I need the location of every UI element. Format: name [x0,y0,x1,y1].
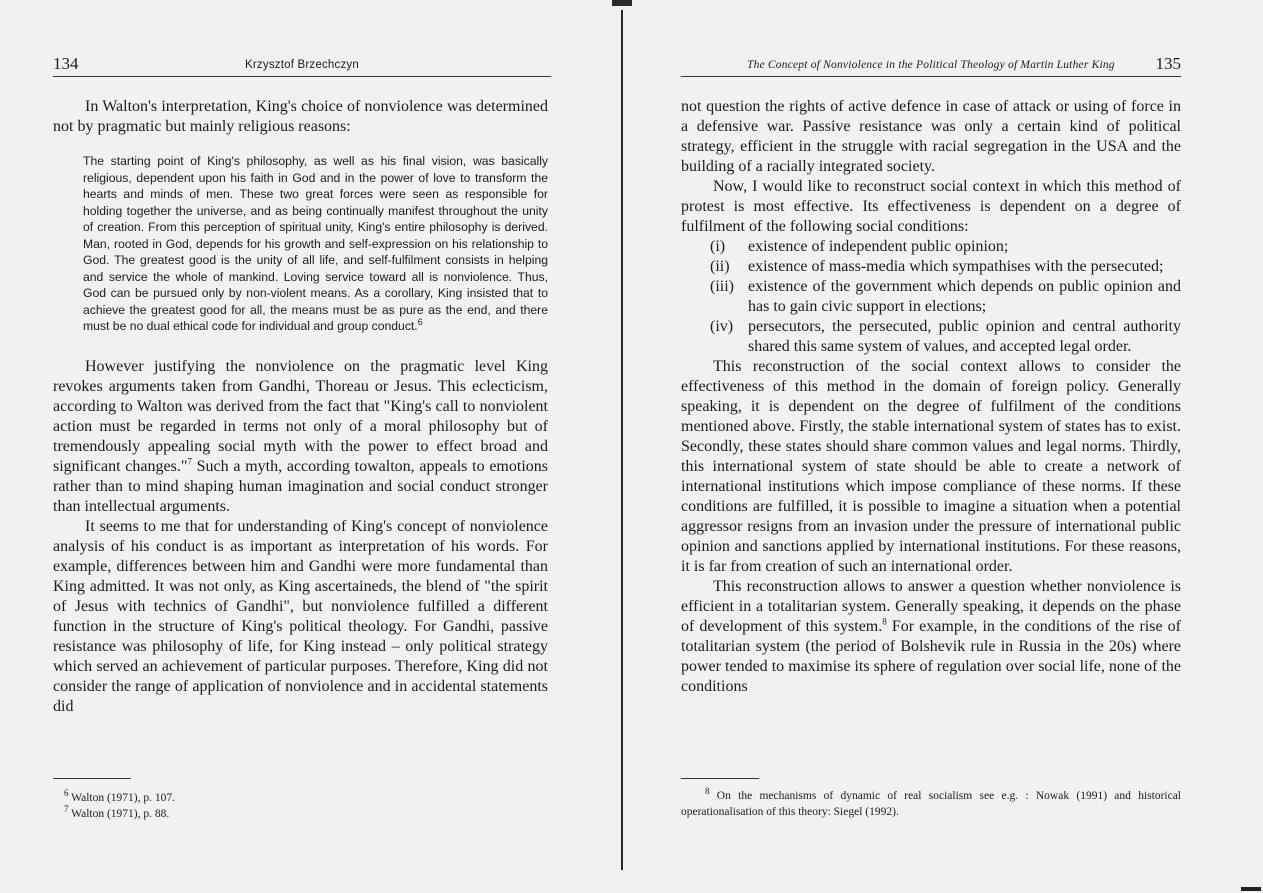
footnote-ref: 8 [882,616,887,627]
left-footnotes [64,790,544,822]
list-item [681,237,1181,257]
left-page [0,0,612,893]
gutter-line [621,10,623,870]
paragraph: This reconstruction of the social context allows to consider the effectiveness of this method in the domain of foreign policy. Generally speaking, it is dependent on the degree of fulfilment of the conditions mentioned above. Firstly, the stable international system of states has to exist. Secondly, these states should share common values and legal norms. Thirdly, this international system of state should be able to create a network of international institutions which impose compliance of these norms. If these conditions are fulfilled, it is possible to imagine a situation when a potential aggressor resigns from an invasion under the pressure of international public opinion and sanctions applied by international institutions. For these reasons, it is far from creation of such an international order. [681,358,1181,575]
list-text: existence of independent public opinion; [748,238,1009,255]
paragraph: not question the rights of active defence in case of attack or using of force in a defensive war. Passive resistance was only a certain kind of political strategy, efficient in the struggle with racial segregation in the USA and the building of a racially integrated society. [681,98,1181,175]
running-head-title: The Concept of Nonviolence in the Political Theology of Martin Luther King [747,59,1115,71]
conditions-list [681,237,1181,357]
paragraph-text: However justifying the nonviolence on the pragmatic level King revokes arguments taken from Gandhi, Thoreau or Jesus. This eclecticism, according to Walton was derived from the fact that "King's call to nonviolent action must be regarded in terms not only of a moral philosophy but of tremendously appealing social myth with the power to effect broad and significant changes." [53,357,548,475]
footnote-ref: 7 [187,456,192,467]
paragraph: Now, I would like to reconstruct social context in which this method of protest is most effective. Its effectiveness is dependent on a degree of fulfilment of the following social conditions: [681,178,1181,235]
list-item [681,277,1181,317]
list-text: existence of mass-media which sympathises with the persecuted; [748,258,1164,275]
footnote-mark: 6 [64,788,69,799]
page-number-left: 134 [53,54,79,73]
quote-text: The starting point of King's philosophy, as well as his final vision, was basically religious, dependent upon his faith in God and in the power of love to transform the hearts and minds of men. These two great forces were seen as responsible for holding together the universe, and as being continually manifest throughout the unity of creation. From this perception of spiritual unity, King's entire philosophy is derived. Man, rooted in God, depends for his growth and self-expression on his relationship to God. The greatest good is the unity of all life, and self-fulfilment consists in helping and service the whole of mankind. Loving service toward all is nonviolence. Thus, God can be pursued only by non-violent means. As a corollary, King insisted that to achieve the greatest good for all, the means must be as pure as the end, and there must be no dual ethical code for individual and group conduct. [83,154,548,333]
right-footnotes [681,788,1181,820]
right-page [628,0,1263,893]
right-header [681,52,1181,77]
book-gutter [618,0,626,893]
list-number: (ii) [710,258,730,275]
footnote-text: Walton (1971), p. 88. [68,808,170,820]
footnote-ref: 6 [417,316,423,327]
list-number: (i) [710,238,726,255]
paragraph-text: Such a myth, according towalton, appeals to emotions rather than to mind shaping human imagination and social conduct stronger than intellectual arguments. [53,457,548,515]
paragraph: In Walton's interpretation, King's choice of nonviolence was determined not by pragmatic but mainly religious reasons: [53,98,548,135]
paragraph [681,577,1181,697]
list-item [681,257,1181,277]
list-text: persecutors, the persecuted, public opinion and central authority shared this same system of values, and accepted legal order. [748,318,1181,355]
paragraph: It seems to me that for understanding of King's concept of nonviolence analysis of his conduct is as important as interpretation of his words. For example, differences between him and Gandhi were more fundamental than King admitted. It was not only, as King ascertaineds, the blend of "the spirit of Jesus with technics of Gandhi", but nonviolence fulfilled a different function in the structure of King's political theology. For Gandhi, passive resistance was philosophy of life, for King instead – only political strategy which served an achievement of particular purposes. Therefore, King did not consider the range of application of nonviolence and in accidental statements did [53,517,548,715]
list-number: (iv) [710,318,734,335]
footnote [64,790,544,806]
scan-mark [1241,887,1261,891]
footnote-divider [53,778,131,779]
block-quote [83,153,548,335]
left-header [53,52,551,77]
footnote-text: On the mechanisms of dynamic of real socialism see e.g. : Nowak (1991) and historical operationalisation of this theory: Siegel (1992). [681,790,1181,818]
list-number: (iii) [710,278,734,295]
footnote-mark: 7 [64,804,69,815]
page-number-right: 135 [1155,54,1181,73]
footnote [64,806,544,822]
list-item [681,317,1181,357]
running-head-author: Krzysztof Brzechczyn [245,59,359,71]
footnote-text: Walton (1971), p. 107. [68,792,176,804]
footnote-divider [681,778,759,779]
left-body-text [53,97,548,717]
footnote-mark: 8 [705,786,710,797]
right-body-text [681,97,1181,697]
paragraph [53,357,548,517]
footnote [681,788,1181,820]
paragraph-text: For example, in the conditions of the rise of totalitarian system (the period of Bolshevik rule in Russia in the 20s) where power tended to maximise its sphere of regulation over social life, none of the conditions [681,618,1181,695]
list-text: existence of the government which depends on public opinion and has to gain civic support in elections; [748,278,1181,315]
paragraph-text: This reconstruction allows to answer a question whether nonviolence is efficient in a totalitarian system. Generally speaking, it depends on the phase of development of this system. [681,578,1181,635]
